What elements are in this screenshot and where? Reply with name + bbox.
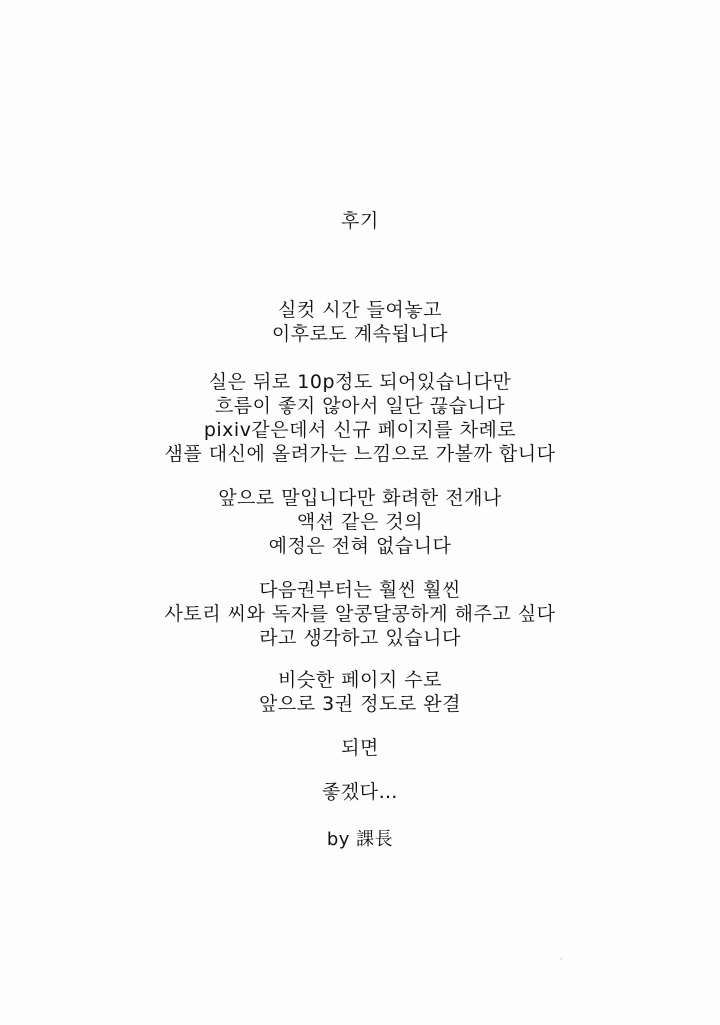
text-line: 다음권부터는 훨씬 훨씬 [259, 579, 461, 601]
text-line: 이후로도 계속됩니다 [271, 323, 449, 345]
text-line: 앞으로 3권 정도로 완결 [259, 693, 461, 715]
text-line: 실은 뒤로 10p정도 되어있습니다만 [208, 371, 512, 393]
author-signature: by 課長 [326, 829, 394, 850]
text-line: 앞으로 말입니다만 화려한 전개나 [218, 487, 502, 509]
text-line: 실컷 시간 들여놓고 [278, 299, 442, 321]
text-line: 샘플 대신에 올려가는 느낌으로 가볼까 합니다 [164, 443, 556, 465]
paper-speck [560, 958, 562, 960]
text-line: 라고 생각하고 있습니다 [259, 627, 461, 649]
text-line: 예정은 전혀 없습니다 [268, 535, 452, 557]
afterword-title: 후기 [341, 210, 379, 232]
text-line: 사토리 씨와 독자를 알콩달콩하게 해주고 싶다 [164, 603, 556, 625]
text-line: pixiv같은데서 신규 페이지를 차례로 [203, 419, 517, 441]
text-line: 좋겠다… [321, 781, 399, 803]
text-line: 되면 [341, 737, 379, 759]
text-line: 액션 같은 것의 [296, 511, 424, 533]
text-line: 비슷한 페이지 수로 [278, 669, 442, 691]
text-line: 흐름이 좋지 않아서 일단 끊습니다 [214, 395, 506, 417]
